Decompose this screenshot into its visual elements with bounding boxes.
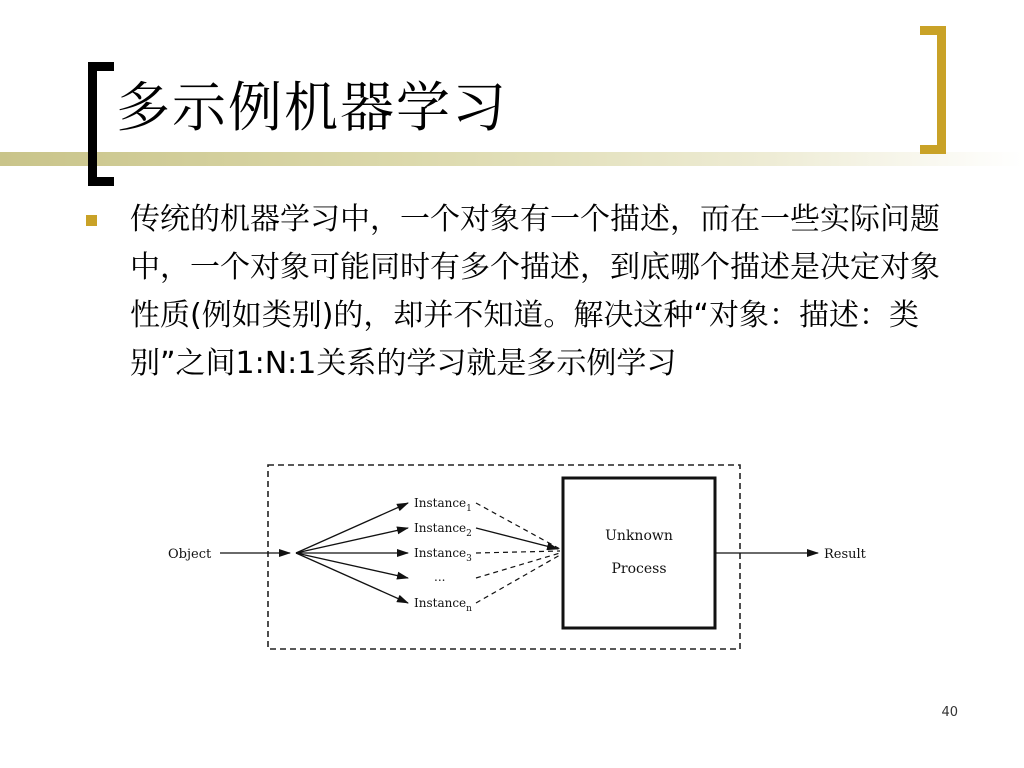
dashed-link-ellipsis	[476, 553, 560, 578]
fan-arrow-instance-1	[296, 503, 408, 553]
solid-link-instance-2	[476, 528, 558, 549]
instance-label-1	[414, 496, 472, 514]
fan-arrow-ellipsis	[296, 553, 408, 578]
dashed-link-instance-n	[476, 555, 560, 603]
bullet-paragraph: 传统的机器学习中，一个对象有一个描述，而在一些实际问题中，一个对象可能同时有多个描述，到底哪个描述是决定对象性质(例如类别)的，却并不知道。解决这种“对象：描述：类别”之间1:N:1关系的学习就是多示例学习	[130, 202, 940, 381]
instance-ellipsis: ...	[434, 570, 446, 584]
instance-label-3	[414, 546, 472, 564]
result-label: Result	[824, 547, 866, 562]
instance-name: Instance	[414, 596, 467, 610]
process-label-line-1: Unknown	[605, 528, 673, 544]
instance-subscript: 2	[466, 529, 472, 539]
fan-arrow-instance-2	[296, 528, 408, 553]
unknown-process-box	[563, 478, 715, 628]
instance-label-n	[414, 596, 472, 614]
instance-subscript: n	[466, 604, 472, 614]
instance-subscript: 3	[466, 554, 472, 564]
process-label-line-2: Process	[611, 561, 667, 577]
instance-label-2	[414, 521, 472, 539]
instance-subscript: 1	[466, 504, 472, 514]
page-number: 40	[941, 705, 958, 720]
slide-title: 多示例机器学习	[116, 76, 508, 139]
dashed-link-instance-3	[476, 551, 560, 553]
fan-arrow-instance-n	[296, 553, 408, 603]
dashed-link-instance-1	[476, 503, 560, 549]
object-label: Object	[168, 547, 212, 562]
instance-name: Instance	[414, 496, 467, 510]
instance-name: Instance	[414, 521, 467, 535]
instance-name: Instance	[414, 546, 467, 560]
